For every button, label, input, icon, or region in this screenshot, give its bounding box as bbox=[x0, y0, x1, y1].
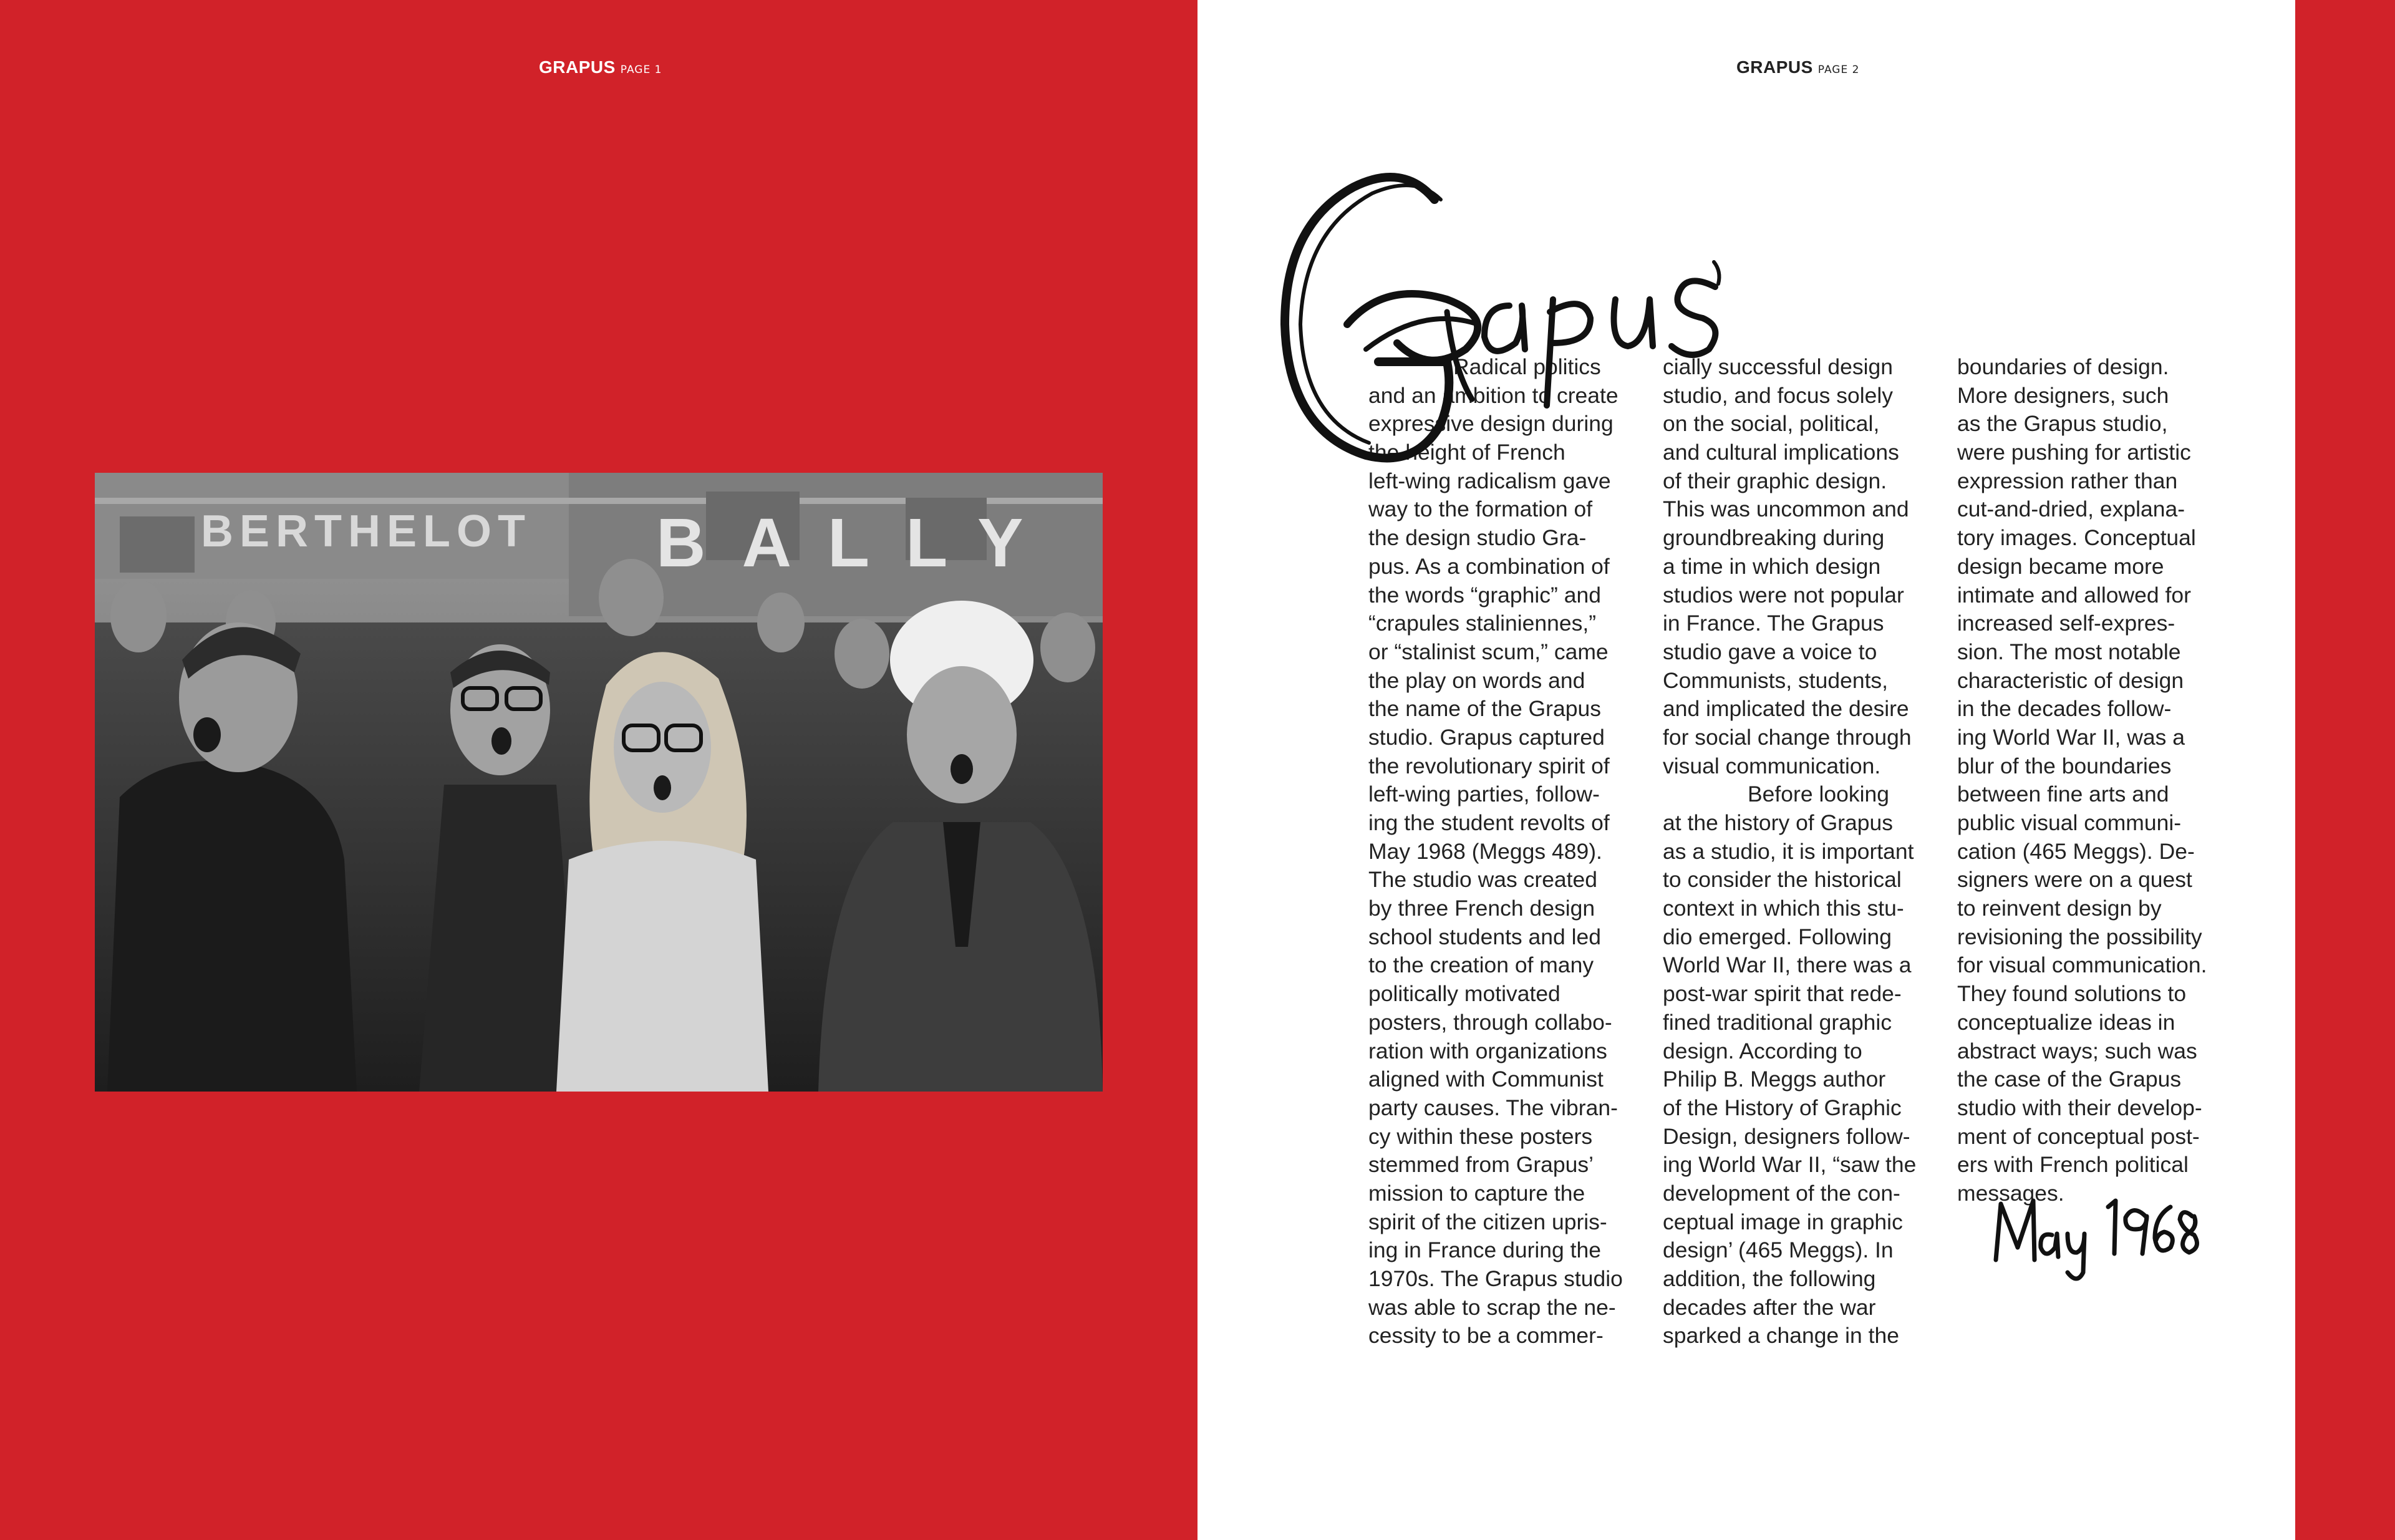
body-line: the words “graphic” and bbox=[1368, 582, 1601, 608]
body-line: the play on words and bbox=[1368, 667, 1585, 693]
text-column-1 bbox=[1368, 353, 1642, 1350]
folio-page-number: PAGE 1 bbox=[620, 64, 662, 76]
body-line: cially successful design bbox=[1663, 354, 1893, 379]
body-line: abstract ways; such was bbox=[1957, 1038, 2197, 1063]
body-line: sion. The most notable bbox=[1957, 639, 2181, 664]
body-line: The studio was created bbox=[1368, 867, 1598, 893]
body-line: between fine arts and bbox=[1957, 782, 2169, 807]
body-line: spirit of the citizen upris- bbox=[1368, 1209, 1607, 1234]
body-line: May 1968 (Meggs 489). bbox=[1368, 838, 1602, 864]
body-line: ration with organizations bbox=[1368, 1038, 1607, 1063]
body-line: studio with their develop- bbox=[1957, 1095, 2202, 1120]
body-line: on the social, political, bbox=[1663, 411, 1880, 437]
body-line: stemmed from Grapus’ bbox=[1368, 1152, 1594, 1178]
body-line: as the Grapus studio, bbox=[1957, 411, 2168, 437]
body-line: studio. Grapus captured bbox=[1368, 724, 1605, 750]
body-line: signers were on a quest bbox=[1957, 867, 2192, 893]
body-line: World War II, there was a bbox=[1663, 952, 1912, 978]
body-line: post-war spirit that rede- bbox=[1663, 981, 1902, 1007]
body-line: the height of French bbox=[1368, 440, 1565, 465]
body-line: left-wing radicalism gave bbox=[1368, 468, 1611, 493]
body-line: Design, designers follow- bbox=[1663, 1123, 1910, 1149]
body-line: design’ (465 Meggs). In bbox=[1663, 1237, 1894, 1263]
body-line: cation (465 Meggs). De- bbox=[1957, 838, 2195, 864]
protest-photo bbox=[95, 473, 1103, 1092]
body-line: for social change through bbox=[1663, 724, 1912, 750]
text-column-2 bbox=[1663, 353, 1936, 1350]
body-line: for visual communication. bbox=[1957, 952, 2207, 978]
folio-brand: GRAPUS bbox=[539, 57, 616, 77]
body-line: sparked a change in the bbox=[1663, 1323, 1899, 1349]
body-line: 1970s. The Grapus studio bbox=[1368, 1266, 1623, 1291]
body-line: design became more bbox=[1957, 553, 2164, 579]
body-line: of the History of Graphic bbox=[1663, 1095, 1902, 1120]
body-line: was able to scrap the ne- bbox=[1368, 1294, 1616, 1320]
body-line: public visual communi- bbox=[1957, 810, 2182, 835]
body-line: cessity to be a commer- bbox=[1368, 1323, 1604, 1349]
body-line: More designers, such bbox=[1957, 382, 2169, 408]
body-line: way to the formation of bbox=[1368, 496, 1593, 522]
folio-page-number: PAGE 2 bbox=[1817, 64, 1860, 76]
body-line: and an ambition to create bbox=[1368, 382, 1618, 408]
body-line: increased self-expres- bbox=[1957, 611, 2175, 636]
folio-left bbox=[539, 57, 662, 77]
sign-bally: BALLY bbox=[656, 505, 1060, 581]
body-line: ceptual image in graphic bbox=[1663, 1209, 1903, 1234]
body-line: ing World War II, “saw the bbox=[1663, 1152, 1917, 1178]
body-line: expressive design during bbox=[1368, 411, 1614, 437]
body-line: and cultural implications bbox=[1663, 440, 1899, 465]
body-line: in the decades follow- bbox=[1957, 696, 2172, 722]
body-line: to the creation of many bbox=[1368, 952, 1594, 978]
body-line: by three French design bbox=[1368, 896, 1595, 921]
body-line: studios were not popular bbox=[1663, 582, 1904, 608]
body-line: messages. bbox=[1957, 1180, 2064, 1206]
body-line: cy within these posters bbox=[1368, 1123, 1593, 1149]
body-line: expression rather than bbox=[1957, 468, 2178, 493]
body-line: Philip B. Meggs author bbox=[1663, 1067, 1886, 1092]
body-line: to reinvent design by bbox=[1957, 896, 2162, 921]
body-line: mission to capture the bbox=[1368, 1180, 1585, 1206]
body-line: blur of the boundaries bbox=[1957, 753, 2172, 778]
body-line: visual communication. bbox=[1663, 753, 1881, 778]
body-line: ing in France during the bbox=[1368, 1237, 1601, 1263]
body-line: ing World War II, was a bbox=[1957, 724, 2185, 750]
body-line: as a studio, it is important bbox=[1663, 838, 1914, 864]
body-line: Before looking bbox=[1748, 782, 1889, 807]
body-line: studio, and focus solely bbox=[1663, 382, 1894, 408]
body-line: at the history of Grapus bbox=[1663, 810, 1893, 835]
body-line: boundaries of design. bbox=[1957, 354, 2169, 379]
body-line: ing the student revolts of bbox=[1368, 810, 1610, 835]
body-line: revisioning the possibility bbox=[1957, 924, 2202, 949]
body-line: conceptualize ideas in bbox=[1957, 1009, 2175, 1035]
body-line: decades after the war bbox=[1663, 1294, 1876, 1320]
body-line: groundbreaking during bbox=[1663, 525, 1885, 551]
body-line: the case of the Grapus bbox=[1957, 1067, 2182, 1092]
body-line: left-wing parties, follow- bbox=[1368, 782, 1600, 807]
body-line: “crapules staliniennes,” bbox=[1368, 611, 1597, 636]
folio-right bbox=[1736, 57, 1859, 77]
body-line: Radical politics bbox=[1453, 354, 1601, 379]
body-line: studio gave a voice to bbox=[1663, 639, 1877, 664]
body-line: development of the con- bbox=[1663, 1180, 1900, 1206]
body-line: ers with French political bbox=[1957, 1152, 2189, 1178]
body-line: design. According to bbox=[1663, 1038, 1862, 1063]
body-line: They found solutions to bbox=[1957, 981, 2187, 1007]
body-line: dio emerged. Following bbox=[1663, 924, 1892, 949]
folio-brand: GRAPUS bbox=[1736, 57, 1813, 77]
body-line: pus. As a combination of bbox=[1368, 553, 1610, 579]
body-line: the revolutionary spirit of bbox=[1368, 753, 1610, 778]
body-line: or “stalinist scum,” came bbox=[1368, 639, 1609, 664]
body-line: in France. The Grapus bbox=[1663, 611, 1884, 636]
body-line: Communists, students, bbox=[1663, 667, 1889, 693]
body-line: characteristic of design bbox=[1957, 667, 2184, 693]
body-line: intimate and allowed for bbox=[1957, 582, 2191, 608]
text-column-3 bbox=[1957, 353, 2230, 1208]
body-line: aligned with Communist bbox=[1368, 1067, 1604, 1092]
body-line: to consider the historical bbox=[1663, 867, 1902, 893]
body-line: cut-and-dried, explana- bbox=[1957, 496, 2185, 522]
body-line: tory images. Conceptual bbox=[1957, 525, 2196, 551]
body-line: ment of conceptual post- bbox=[1957, 1123, 2200, 1149]
body-line: the name of the Grapus bbox=[1368, 696, 1601, 722]
next-page-edge bbox=[2295, 0, 2395, 1540]
body-line: addition, the following bbox=[1663, 1266, 1876, 1291]
body-line: politically motivated bbox=[1368, 981, 1560, 1007]
body-line: a time in which design bbox=[1663, 553, 1881, 579]
body-line: the design studio Gra- bbox=[1368, 525, 1587, 551]
sign-berthelot: BERTHELOT bbox=[201, 506, 531, 556]
body-line: fined traditional graphic bbox=[1663, 1009, 1892, 1035]
body-line: context in which this stu- bbox=[1663, 896, 1904, 921]
body-line: posters, through collabo- bbox=[1368, 1009, 1612, 1035]
body-line: were pushing for artistic bbox=[1957, 440, 2191, 465]
body-line: party causes. The vibran- bbox=[1368, 1095, 1618, 1120]
body-line: school students and led bbox=[1368, 924, 1602, 949]
body-line: and implicated the desire bbox=[1663, 696, 1909, 722]
body-line: This was uncommon and bbox=[1663, 496, 1909, 522]
body-line: of their graphic design. bbox=[1663, 468, 1887, 493]
